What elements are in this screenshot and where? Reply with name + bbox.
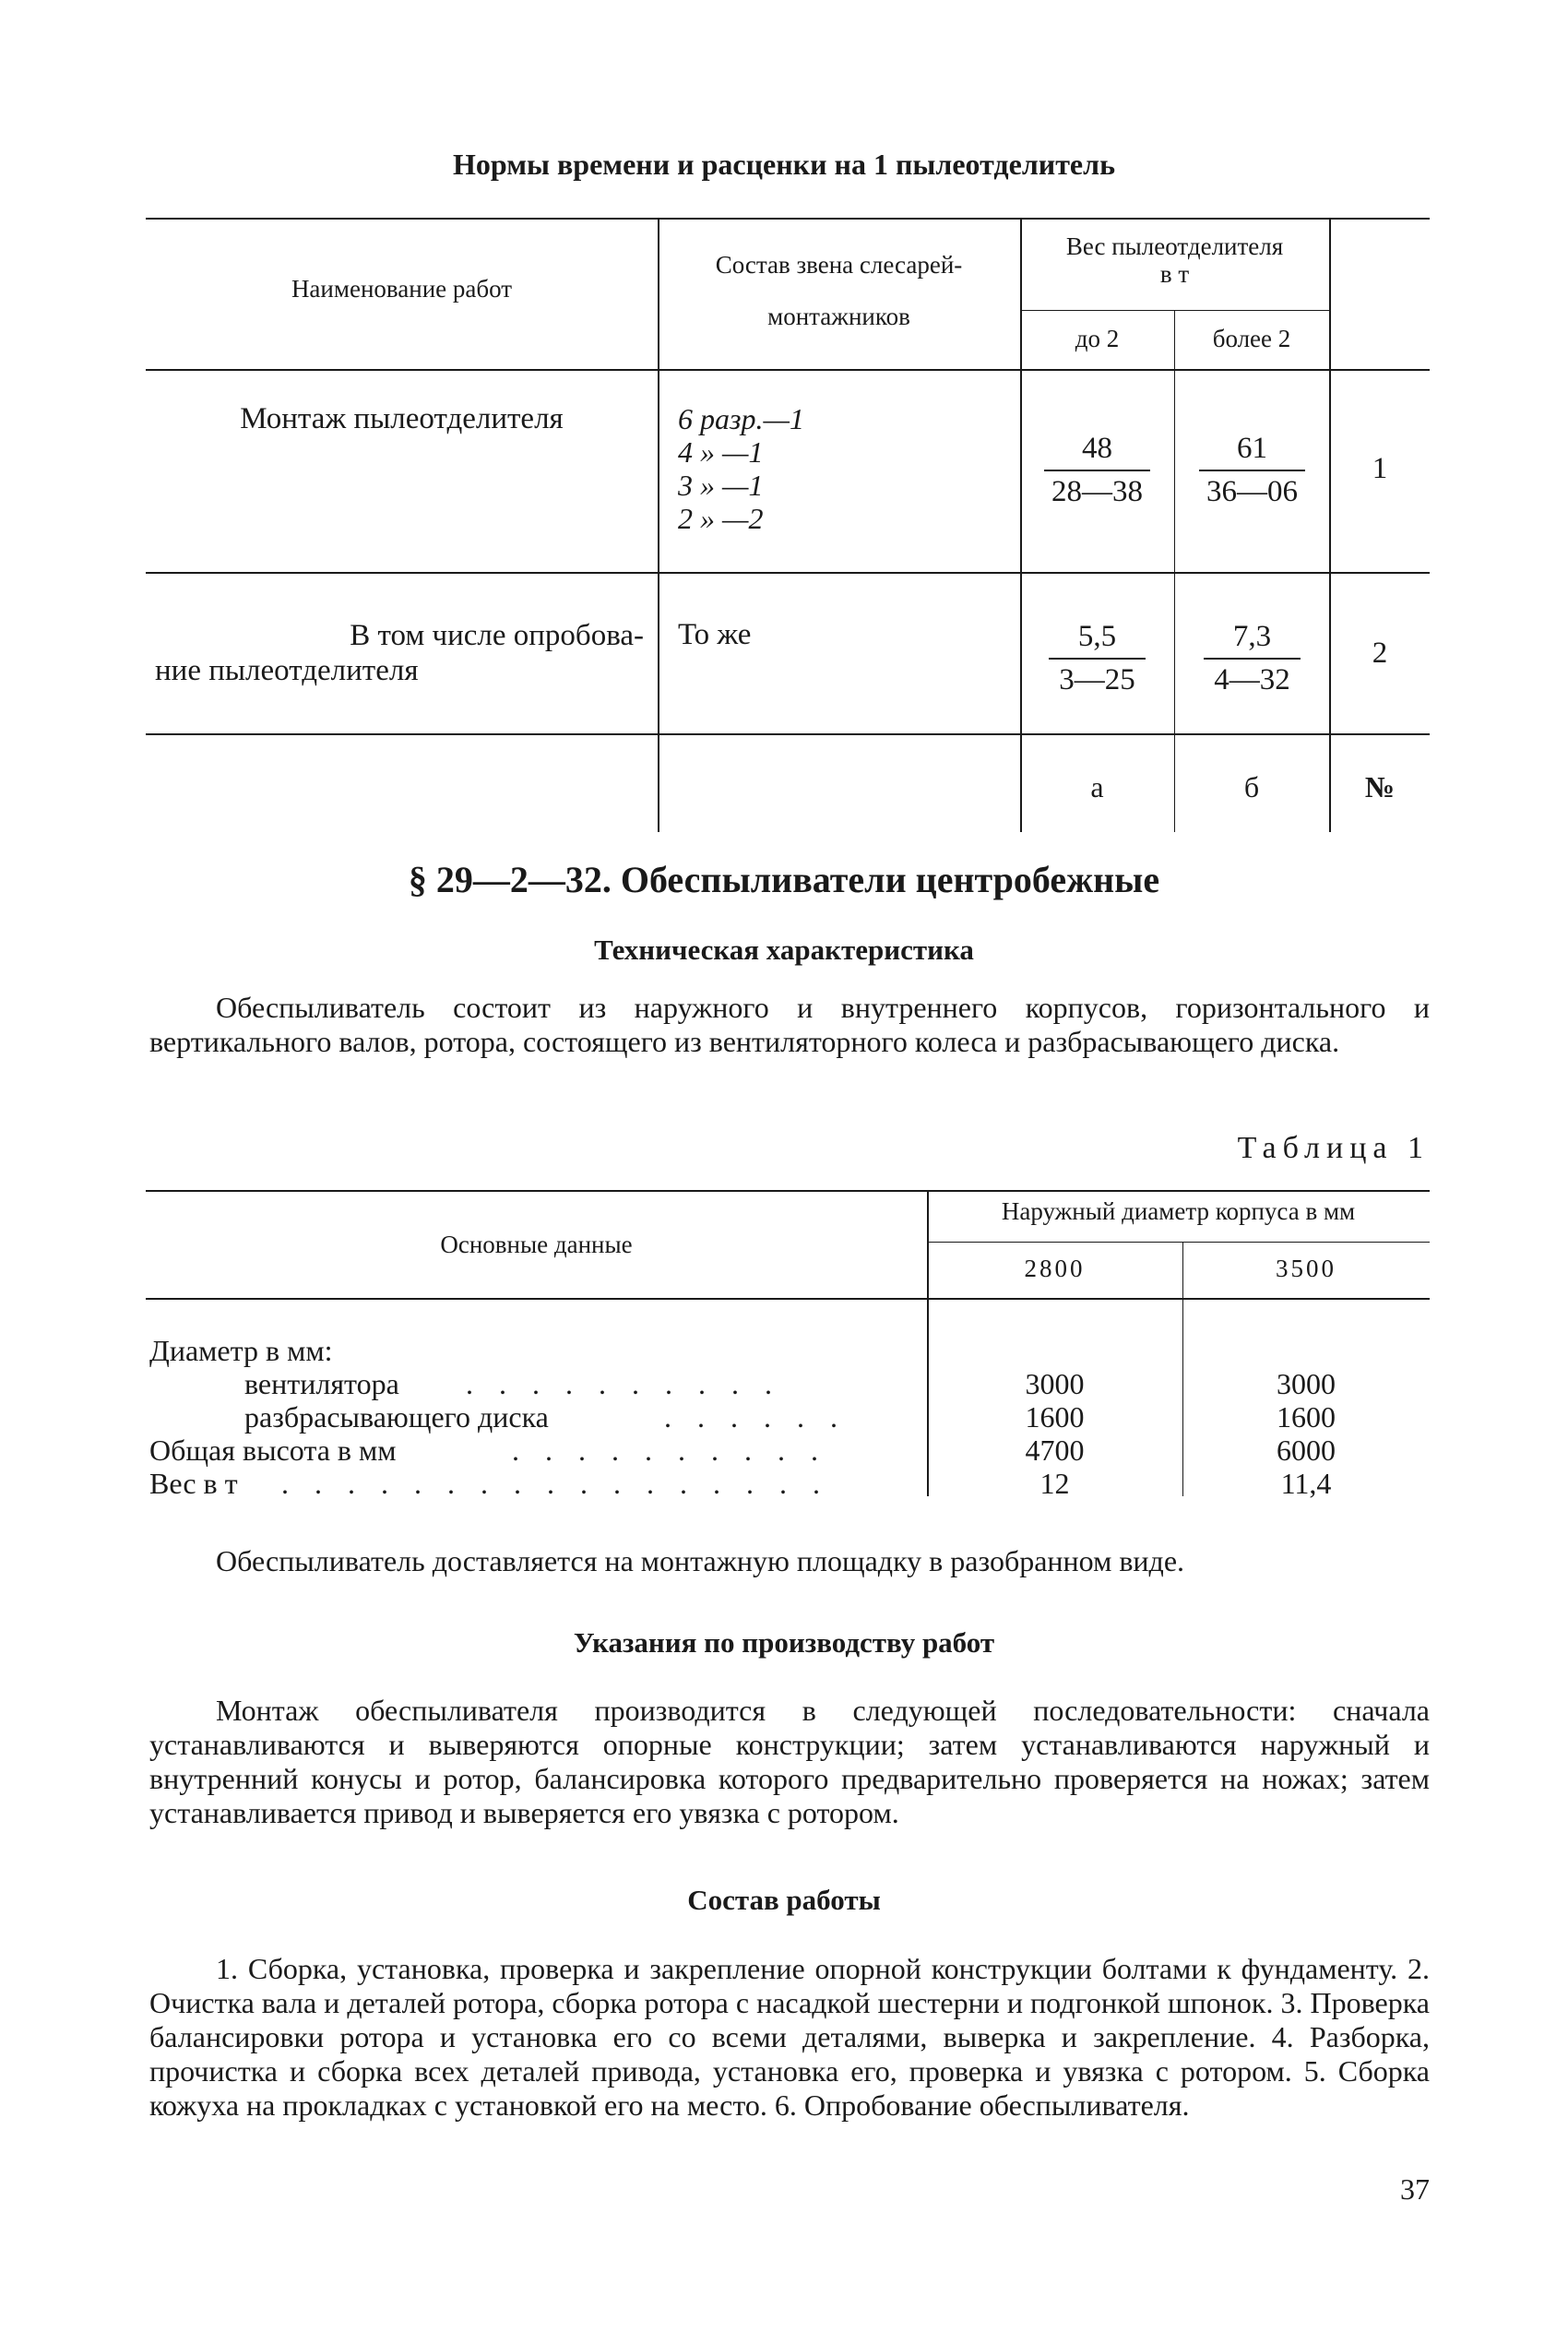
row1-norm-b: 61 [1237,432,1267,465]
section-intro: Обеспыливатель состоит из наружного и внутреннего корпусов, горизонтального и вертикального валов, ротора, состоящего из вентиляторного колеса и разбрасывающего диска. [149,991,1430,1058]
specs-row-label: вентилятора [244,1367,399,1400]
page-number: 37 [1400,2172,1430,2206]
row1-crew-line: 2 » —2 [678,502,764,535]
row2-number: 2 [1372,637,1388,670]
leader-dots: . . . . . . [664,1400,847,1434]
row1-price-b [1199,434,1305,507]
table1-label: Таблица 1 [1237,1131,1430,1165]
specs-value-2800: 12 [1039,1467,1070,1500]
norms-row-rule-1 [146,572,1430,574]
specs-header-group: Наружный диаметр корпуса в мм [1001,1197,1356,1225]
work-composition-text: 1. Сборка, установка, проверка и закрепление опорной конструкции болтами к фундаменту. 2. Очистка вала и деталей ротора, сборка ротора с насадкой шестерни и подгонкой шпонок. 3. Проверка балансировки ротора и установка его со всеми деталями, выверка и закрепление. 4. Разборка, прочистка и сборка всех деталей привода, установка его, проверка и увязка с ротором. 5. Сборка кожуха на прокладках с установкой его на место. 6. Опробование обеспыливателя. [149,1952,1430,2122]
specs-row-label: Диаметр в мм: [149,1334,333,1367]
specs-top-rule [146,1190,1430,1192]
row1-crew-line: 3 » —1 [678,469,764,502]
footer-col-a: а [1090,770,1104,803]
delivery-note: Обеспыливатель доставляется на монтажную площадку в разобранном виде. [216,1544,1185,1577]
specs-row-label: Вес в т [149,1467,238,1500]
norms-top-rule [146,218,1430,220]
norms-header-rule [146,369,1430,371]
header-col-b: более 2 [1212,325,1291,352]
norms-col-rule-4 [1329,218,1331,832]
row2-work-name-line: ние пылеотделителя [155,654,419,687]
row1-price-a [1044,434,1150,507]
instructions-text: Монтаж обеспыливателя производится в следующей последовательности: сначала устанавливаются и выверяются опорные конструкции; затем устанавливаются наружный и внутренний конусы и ротор, балансировка которого предварительно проверяется на ножах; затем устанавливается привод и выверяется его увязка с ротором. [149,1694,1430,1829]
row2-crew: То же [678,618,752,651]
instructions-heading: Указания по производству работ [573,1626,995,1659]
header-weight-line2: в т [1159,260,1190,288]
specs-value-3500: 11,4 [1280,1467,1332,1500]
row1-crew-line: 4 » —1 [678,435,764,469]
section-title: § 29—2—32. Обеспыливатели центробежные [408,859,1160,900]
work-composition-heading: Состав работы [687,1884,881,1916]
footer-col-b: б [1243,770,1260,803]
footer-col-no: № [1364,770,1396,803]
header-work-name: Наименование работ [291,275,513,303]
norms-col-rule-3 [1174,310,1175,832]
specs-header-rule [146,1298,1430,1300]
row1-rate-b: 36—06 [1199,470,1305,507]
header-weight-line1: Вес пылеотделителя [1065,232,1284,260]
row2-rate-a: 3—25 [1049,658,1146,696]
row2-norm-b: 7,3 [1232,620,1272,653]
specs-col-2800: 2800 [1024,1255,1086,1282]
row1-number: 1 [1372,452,1388,485]
row1-crew-line: 6 разр.—1 [678,402,804,435]
specs-group-rule [927,1242,1430,1243]
specs-value-3500: 6000 [1277,1434,1336,1467]
header-col-a: до 2 [1075,325,1120,352]
norms-col-rule-2 [1020,218,1022,832]
row1-norm-a: 48 [1082,432,1112,465]
row2-price-b [1204,622,1301,696]
specs-value-2800: 3000 [1025,1367,1085,1400]
row2-price-a [1049,622,1146,696]
leader-dots: . . . . . . . . . . [512,1434,827,1467]
norms-row-rule-2 [146,733,1430,735]
row1-crew [678,402,804,535]
specs-value-3500: 1600 [1277,1400,1336,1434]
header-crew-line1: Состав звена слесарей- [715,251,963,279]
specs-value-2800: 4700 [1025,1434,1085,1467]
row1-work-name: Монтаж пылеотделителя [240,402,564,435]
row2-work-name [155,618,644,688]
specs-row-label: Общая высота в мм [149,1434,397,1467]
specs-value-3500: 3000 [1277,1367,1336,1400]
section-subtitle: Техническая характеристика [594,934,974,966]
leader-dots: . . . . . . . . . . [466,1367,781,1400]
row1-rate-a: 28—38 [1044,470,1150,507]
header-crew-line2: монтажников [767,303,910,330]
row2-norm-a: 5,5 [1077,620,1117,653]
row2-work-name-line: В том числе опробова- [350,619,644,652]
specs-row-label: разбрасывающего диска [244,1400,549,1434]
specs-col-3500: 3500 [1276,1255,1336,1282]
row2-rate-b: 4—32 [1204,658,1301,696]
norms-table-title: Нормы времени и расценки на 1 пылеотделитель [453,148,1115,181]
leader-dots: . . . . . . . . . . . . . . . . . [281,1467,829,1500]
specs-header-main: Основные данные [440,1231,633,1258]
specs-value-2800: 1600 [1025,1400,1085,1434]
